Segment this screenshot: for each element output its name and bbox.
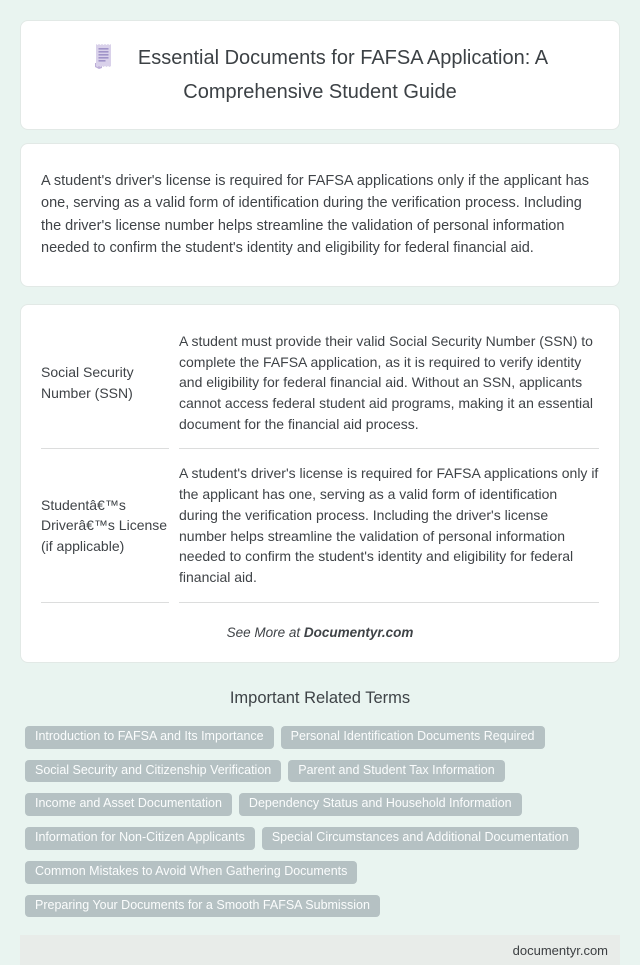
table-row	[41, 449, 599, 602]
term-cell: Social Security Number (SSN)	[41, 317, 169, 450]
intro-card	[20, 143, 620, 287]
related-term-tag[interactable]: Social Security and Citizenship Verification	[25, 760, 281, 783]
related-term-tag[interactable]: Personal Identification Documents Required	[281, 726, 545, 749]
see-more-line	[31, 625, 609, 640]
term-cell: Studentâ€™s Driverâ€™s License (if applicable)	[41, 449, 169, 602]
page-title-text: Essential Documents for FAFSA Application: A Comprehensive Student Guide	[137, 47, 549, 103]
related-term-tag[interactable]: Common Mistakes to Avoid When Gathering Documents	[25, 861, 357, 884]
related-terms-heading: Important Related Terms	[229, 688, 411, 707]
related-term-tag[interactable]: Special Circumstances and Additional Documentation	[262, 827, 579, 850]
related-term-tag[interactable]: Introduction to FAFSA and Its Importance	[25, 726, 274, 749]
title-card	[20, 20, 620, 130]
page	[0, 20, 640, 958]
terms-table-card	[20, 304, 620, 663]
footer-site-text: documentyr.com	[512, 942, 608, 958]
terms-table	[31, 317, 609, 603]
intro-paragraph: A student's driver's license is required for FAFSA applications only if the applicant has one, serving as a valid form of identification during the verification process. Including the driver's license number helps streamline the validation of personal information needed to confirm the student's identity and eligibility for federal financial aid.	[41, 173, 589, 257]
receipt-icon	[92, 43, 114, 78]
see-more-prefix: See More at	[226, 624, 301, 640]
related-term-tag[interactable]: Income and Asset Documentation	[25, 793, 232, 816]
table-row	[41, 317, 599, 450]
related-term-tag[interactable]: Parent and Student Tax Information	[288, 760, 504, 783]
related-terms-list	[25, 726, 615, 918]
description-cell: A student must provide their valid Social Security Number (SSN) to complete the FAFSA application, as it is required to verify identity and eligibility for federal financial aid. Without an SSN, applicants cannot access federal student aid programs, making it an essential document for the financial aid process.	[179, 317, 599, 450]
footer-bar	[20, 935, 620, 965]
see-more-site-link[interactable]: Documentyr.com	[303, 624, 414, 640]
related-term-tag[interactable]: Information for Non-Citizen Applicants	[25, 827, 255, 850]
description-cell: A student's driver's license is required for FAFSA applications only if the applicant has one, serving as a valid form of identification during the verification process. Including the driver's license number helps streamline the validation of personal information needed to confirm the student's identity and eligibility for federal financial aid.	[179, 449, 599, 602]
related-term-tag[interactable]: Preparing Your Documents for a Smooth FAFSA Submission	[25, 895, 380, 918]
page-title	[49, 43, 591, 107]
related-term-tag[interactable]: Dependency Status and Household Information	[239, 793, 522, 816]
